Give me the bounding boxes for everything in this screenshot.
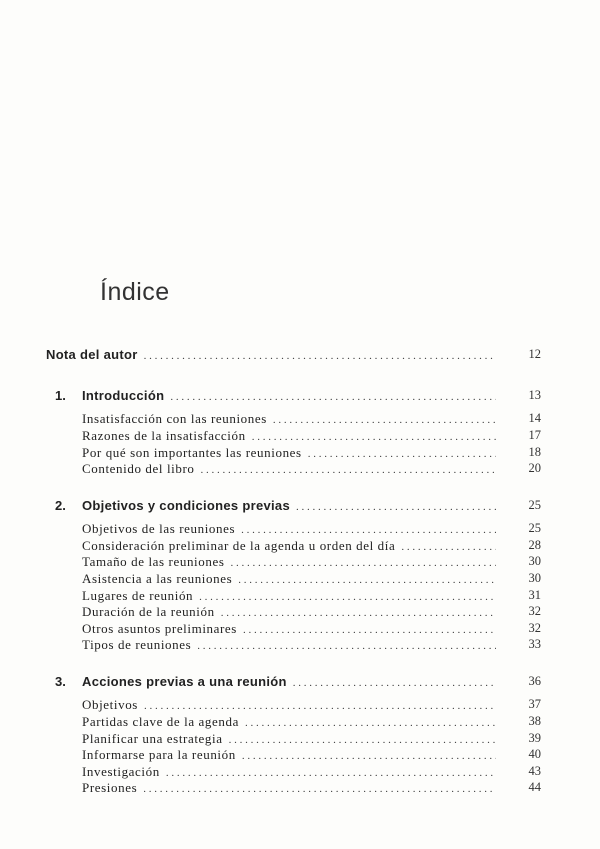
toc-page-number: 17: [528, 428, 541, 442]
dot-leader: [241, 524, 496, 536]
toc-page-number: 13: [528, 388, 541, 402]
section-title: Insatisfacción con las reuniones: [82, 411, 267, 426]
toc-page-number: 39: [528, 731, 541, 745]
section-title: Asistencia a las reuniones: [82, 571, 233, 586]
dot-leader: [170, 391, 496, 403]
toc-section: [0, 604, 600, 622]
chapter-number: 3.: [55, 674, 66, 689]
toc-section: [0, 428, 600, 446]
dot-leader: [401, 541, 496, 553]
toc-section: [0, 411, 600, 429]
section-title: Partidas clave de la agenda: [82, 714, 239, 729]
toc-page-number: 25: [528, 521, 541, 535]
dot-leader: [308, 448, 496, 460]
dot-leader: [293, 677, 496, 689]
toc-entry-label: Nota del autor: [46, 347, 138, 362]
section-title: Consideración preliminar de la agenda u orden del día: [82, 538, 396, 553]
toc-chapter-1: [0, 388, 600, 406]
toc-page-number: 44: [528, 780, 541, 794]
toc-page-number: 40: [528, 747, 541, 761]
chapter-title: Acciones previas a una reunión: [82, 674, 287, 689]
toc-page-number: 30: [528, 571, 541, 585]
section-title: Por qué son importantes las reuniones: [82, 445, 302, 460]
toc-section: [0, 461, 600, 479]
dot-leader: [144, 350, 496, 362]
dot-leader: [221, 607, 496, 619]
toc-page-number: 31: [528, 588, 541, 602]
section-title: Duración de la reunión: [82, 604, 215, 619]
chapter-title: Objetivos y condiciones previas: [82, 498, 290, 513]
section-title: Investigación: [82, 764, 160, 779]
toc-page-number: 14: [528, 411, 541, 425]
section-title: Contenido del libro: [82, 461, 195, 476]
dot-leader: [199, 591, 496, 603]
dot-leader: [242, 750, 496, 762]
dot-leader: [243, 624, 496, 636]
toc-page-number: 33: [528, 637, 541, 651]
toc-page-number: 18: [528, 445, 541, 459]
section-title: Informarse para la reunión: [82, 747, 236, 762]
dot-leader: [229, 734, 496, 746]
section-title: Objetivos: [82, 697, 138, 712]
dot-leader: [231, 557, 497, 569]
toc-page-number: 36: [528, 674, 541, 688]
toc-section: [0, 697, 600, 715]
toc-page-number: 32: [528, 621, 541, 635]
dot-leader: [238, 574, 496, 586]
toc-chapter-2: [0, 498, 600, 516]
toc-entry-preface: [0, 347, 600, 365]
chapter-title: Introducción: [82, 388, 165, 403]
dot-leader: [296, 501, 496, 513]
toc-page-number: 12: [528, 347, 541, 361]
toc-section: [0, 571, 600, 589]
dot-leader: [144, 700, 496, 712]
dot-leader: [197, 640, 496, 652]
toc-page-number: 20: [528, 461, 541, 475]
toc-page-number: 28: [528, 538, 541, 552]
toc-section: [0, 637, 600, 655]
section-title: Objetivos de las reuniones: [82, 521, 236, 536]
section-title: Razones de la insatisfacción: [82, 428, 246, 443]
dot-leader: [273, 414, 496, 426]
section-title: Tipos de reuniones: [82, 637, 192, 652]
toc-page-number: 38: [528, 714, 541, 728]
section-title: Lugares de reunión: [82, 588, 194, 603]
toc-page-number: 43: [528, 764, 541, 778]
section-title: Planificar una estrategia: [82, 731, 223, 746]
toc-chapter-3: [0, 674, 600, 692]
chapter-number: 1.: [55, 388, 66, 403]
toc-page-number: 32: [528, 604, 541, 618]
dot-leader: [143, 783, 496, 795]
toc-page-number: 25: [528, 498, 541, 512]
toc-section: [0, 780, 600, 798]
toc-page-number: 37: [528, 697, 541, 711]
toc-section: [0, 714, 600, 732]
chapter-number: 2.: [55, 498, 66, 513]
toc-section: [0, 521, 600, 539]
section-title: Tamaño de las reuniones: [82, 554, 225, 569]
section-title: Otros asuntos preliminares: [82, 621, 237, 636]
dot-leader: [245, 717, 496, 729]
page-title: Índice: [100, 278, 170, 306]
toc-section: [0, 554, 600, 572]
dot-leader: [166, 767, 496, 779]
toc-section: [0, 747, 600, 765]
dot-leader: [252, 431, 496, 443]
section-title: Presiones: [82, 780, 138, 795]
toc-page-number: 30: [528, 554, 541, 568]
dot-leader: [201, 464, 497, 476]
